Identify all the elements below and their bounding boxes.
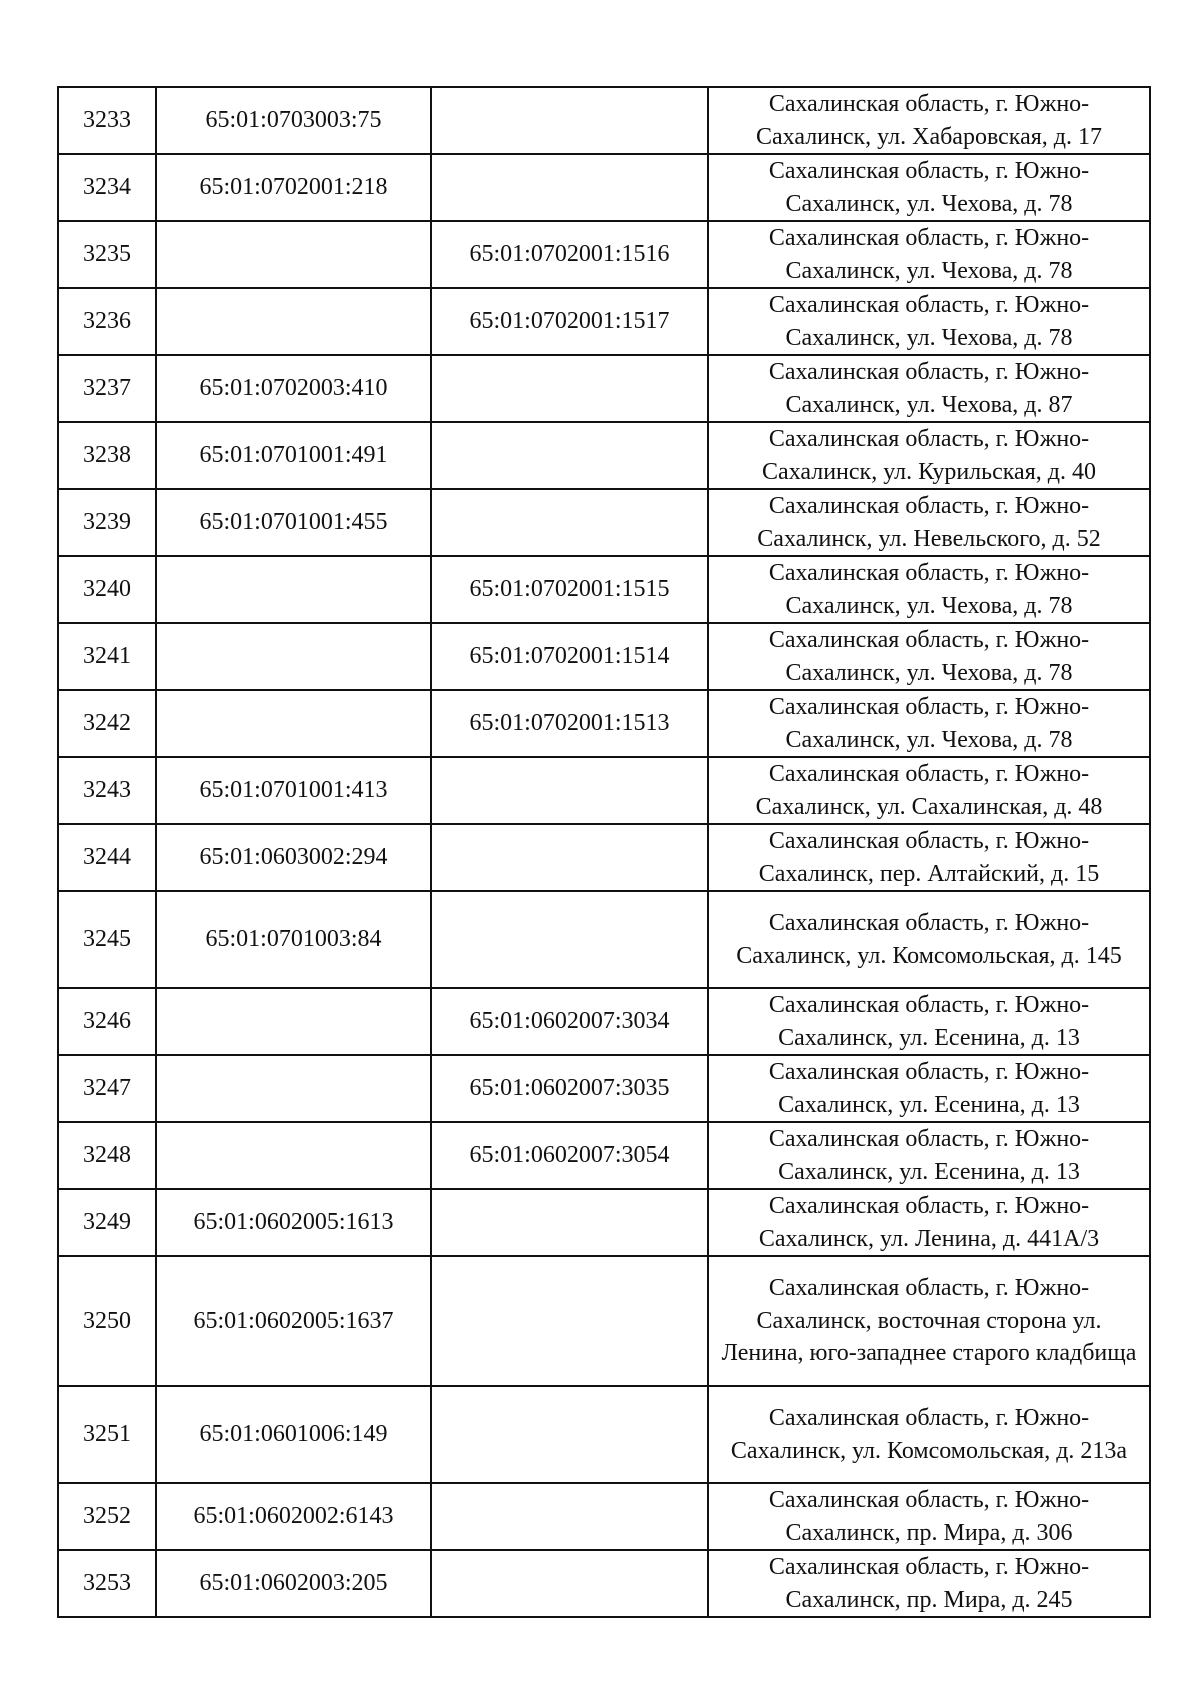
row-number: 3252: [58, 1483, 156, 1550]
premises-cadastral-number: 65:01:0602007:3034: [431, 988, 708, 1055]
land-cadastral-number: [156, 556, 431, 623]
premises-cadastral-number: [431, 1256, 708, 1386]
land-cadastral-number: [156, 221, 431, 288]
address: Сахалинская область, г. Южно-Сахалинск, ул. Есенина, д. 13: [708, 1055, 1150, 1122]
land-cadastral-number: [156, 988, 431, 1055]
land-cadastral-number: [156, 623, 431, 690]
land-cadastral-number: [156, 690, 431, 757]
row-number: 3241: [58, 623, 156, 690]
premises-cadastral-number: 65:01:0602007:3054: [431, 1122, 708, 1189]
address: Сахалинская область, г. Южно-Сахалинск, пр. Мира, д. 245: [708, 1550, 1150, 1617]
row-number: 3233: [58, 87, 156, 154]
address: Сахалинская область, г. Южно-Сахалинск, ул. Комсомольская, д. 213а: [708, 1386, 1150, 1483]
row-number: 3237: [58, 355, 156, 422]
land-cadastral-number: 65:01:0602002:6143: [156, 1483, 431, 1550]
address: Сахалинская область, г. Южно-Сахалинск, пер. Алтайский, д. 15: [708, 824, 1150, 891]
table-row: [58, 154, 1150, 221]
address: Сахалинская область, г. Южно-Сахалинск, ул. Комсомольская, д. 145: [708, 891, 1150, 988]
row-number: 3245: [58, 891, 156, 988]
land-cadastral-number: 65:01:0701001:455: [156, 489, 431, 556]
table-row: [58, 1483, 1150, 1550]
address: Сахалинская область, г. Южно-Сахалинск, ул. Чехова, д. 78: [708, 623, 1150, 690]
land-cadastral-number: 65:01:0601006:149: [156, 1386, 431, 1483]
land-cadastral-number: 65:01:0603002:294: [156, 824, 431, 891]
premises-cadastral-number: [431, 154, 708, 221]
row-number: 3253: [58, 1550, 156, 1617]
address: Сахалинская область, г. Южно-Сахалинск, пр. Мира, д. 306: [708, 1483, 1150, 1550]
address: Сахалинская область, г. Южно-Сахалинск, ул. Курильская, д. 40: [708, 422, 1150, 489]
table-row: [58, 988, 1150, 1055]
table-body: [58, 87, 1150, 1617]
row-number: 3248: [58, 1122, 156, 1189]
land-cadastral-number: 65:01:0701003:84: [156, 891, 431, 988]
table-row: [58, 1256, 1150, 1386]
premises-cadastral-number: 65:01:0702001:1516: [431, 221, 708, 288]
land-cadastral-number: 65:01:0602005:1637: [156, 1256, 431, 1386]
row-number: 3250: [58, 1256, 156, 1386]
table-row: [58, 87, 1150, 154]
table-row: [58, 422, 1150, 489]
address: Сахалинская область, г. Южно-Сахалинск, ул. Сахалинская, д. 48: [708, 757, 1150, 824]
premises-cadastral-number: [431, 355, 708, 422]
table-row: [58, 221, 1150, 288]
address: Сахалинская область, г. Южно-Сахалинск, ул. Ленина, д. 441А/3: [708, 1189, 1150, 1256]
land-cadastral-number: 65:01:0602005:1613: [156, 1189, 431, 1256]
table-row: [58, 757, 1150, 824]
table-row: [58, 1122, 1150, 1189]
table-row: [58, 891, 1150, 988]
table-row: [58, 1189, 1150, 1256]
premises-cadastral-number: [431, 1483, 708, 1550]
premises-cadastral-number: [431, 422, 708, 489]
row-number: 3240: [58, 556, 156, 623]
table-row: [58, 489, 1150, 556]
premises-cadastral-number: 65:01:0702001:1515: [431, 556, 708, 623]
row-number: 3244: [58, 824, 156, 891]
premises-cadastral-number: [431, 87, 708, 154]
table-row: [58, 623, 1150, 690]
land-cadastral-number: 65:01:0702001:218: [156, 154, 431, 221]
land-cadastral-number: 65:01:0701001:413: [156, 757, 431, 824]
address: Сахалинская область, г. Южно-Сахалинск, ул. Чехова, д. 78: [708, 288, 1150, 355]
premises-cadastral-number: 65:01:0602007:3035: [431, 1055, 708, 1122]
premises-cadastral-number: 65:01:0702001:1513: [431, 690, 708, 757]
premises-cadastral-number: [431, 824, 708, 891]
land-cadastral-number: [156, 1055, 431, 1122]
premises-cadastral-number: [431, 757, 708, 824]
row-number: 3236: [58, 288, 156, 355]
table-row: [58, 288, 1150, 355]
row-number: 3239: [58, 489, 156, 556]
premises-cadastral-number: [431, 1386, 708, 1483]
table-row: [58, 1550, 1150, 1617]
address: Сахалинская область, г. Южно-Сахалинск, ул. Чехова, д. 87: [708, 355, 1150, 422]
address: Сахалинская область, г. Южно-Сахалинск, ул. Невельского, д. 52: [708, 489, 1150, 556]
row-number: 3235: [58, 221, 156, 288]
address: Сахалинская область, г. Южно-Сахалинск, ул. Есенина, д. 13: [708, 1122, 1150, 1189]
land-cadastral-number: [156, 288, 431, 355]
row-number: 3247: [58, 1055, 156, 1122]
land-cadastral-number: 65:01:0703003:75: [156, 87, 431, 154]
premises-cadastral-number: [431, 489, 708, 556]
land-cadastral-number: [156, 1122, 431, 1189]
premises-cadastral-number: 65:01:0702001:1514: [431, 623, 708, 690]
row-number: 3238: [58, 422, 156, 489]
address: Сахалинская область, г. Южно-Сахалинск, ул. Чехова, д. 78: [708, 690, 1150, 757]
row-number: 3234: [58, 154, 156, 221]
table-row: [58, 556, 1150, 623]
premises-cadastral-number: [431, 1189, 708, 1256]
table-row: [58, 824, 1150, 891]
row-number: 3246: [58, 988, 156, 1055]
premises-cadastral-number: 65:01:0702001:1517: [431, 288, 708, 355]
premises-cadastral-number: [431, 891, 708, 988]
table-row: [58, 1386, 1150, 1483]
row-number: 3251: [58, 1386, 156, 1483]
table-row: [58, 690, 1150, 757]
address: Сахалинская область, г. Южно-Сахалинск, ул. Хабаровская, д. 17: [708, 87, 1150, 154]
land-cadastral-number: 65:01:0602003:205: [156, 1550, 431, 1617]
address: Сахалинская область, г. Южно-Сахалинск, восточная сторона ул. Ленина, юго-западнее старого кладбища: [708, 1256, 1150, 1386]
address: Сахалинская область, г. Южно-Сахалинск, ул. Чехова, д. 78: [708, 221, 1150, 288]
row-number: 3242: [58, 690, 156, 757]
address: Сахалинская область, г. Южно-Сахалинск, ул. Чехова, д. 78: [708, 154, 1150, 221]
address: Сахалинская область, г. Южно-Сахалинск, ул. Есенина, д. 13: [708, 988, 1150, 1055]
row-number: 3243: [58, 757, 156, 824]
premises-cadastral-number: [431, 1550, 708, 1617]
property-registry-table: [57, 86, 1151, 1618]
table-row: [58, 355, 1150, 422]
land-cadastral-number: 65:01:0701001:491: [156, 422, 431, 489]
row-number: 3249: [58, 1189, 156, 1256]
table-row: [58, 1055, 1150, 1122]
land-cadastral-number: 65:01:0702003:410: [156, 355, 431, 422]
address: Сахалинская область, г. Южно-Сахалинск, ул. Чехова, д. 78: [708, 556, 1150, 623]
